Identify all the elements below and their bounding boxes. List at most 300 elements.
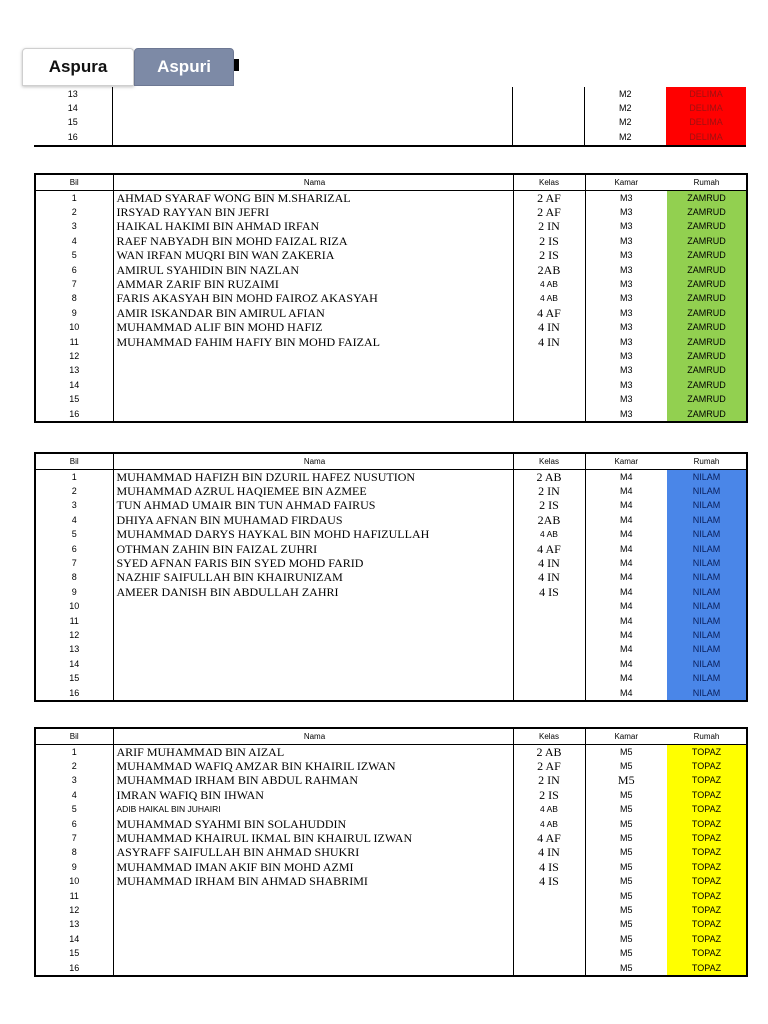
cell-nama — [113, 961, 513, 976]
cell-nama — [113, 946, 513, 960]
cell-kamar: M3 — [585, 364, 667, 378]
table-row — [35, 191, 747, 206]
cell-rumah: NILAM — [667, 600, 747, 614]
cell-kamar: M5 — [585, 932, 667, 946]
cell-kelas: 2 IS — [513, 249, 585, 263]
cell-rumah: NILAM — [667, 657, 747, 671]
cell-kelas: 4 AF — [513, 306, 585, 320]
cell-bil: 9 — [71, 307, 77, 318]
cell-kamar: M3 — [585, 234, 667, 248]
cell-kelas — [513, 889, 585, 903]
cell-nama — [112, 116, 512, 130]
cell-bil: 3 — [71, 500, 77, 511]
cell-kelas: 2 IN — [513, 220, 585, 234]
cell-kamar: M3 — [585, 191, 667, 206]
table-row — [35, 671, 747, 685]
cell-kelas: 4 IS — [513, 585, 585, 599]
cell-kamar: M5 — [585, 918, 667, 932]
cell-bil: 13 — [69, 365, 80, 376]
cell-kamar: M3 — [585, 407, 667, 422]
cell-bil: 15 — [69, 394, 80, 405]
cell-kamar: M3 — [585, 392, 667, 406]
table-row — [34, 130, 746, 145]
cell-rumah: TOPAZ — [667, 846, 747, 860]
cell-nama: DHIYA AFNAN BIN MUHAMAD FIRDAUS — [113, 513, 513, 527]
cell-kelas — [513, 643, 585, 657]
table-row — [35, 875, 747, 889]
table-header-row — [35, 453, 747, 470]
cell-kelas — [513, 349, 585, 363]
cell-rumah: TOPAZ — [667, 918, 747, 932]
cell-bil: 12 — [69, 904, 80, 915]
table-row — [35, 846, 747, 860]
cell-rumah: ZAMRUD — [667, 392, 747, 406]
table-row — [35, 263, 747, 277]
table-row — [35, 306, 747, 320]
cell-kamar: M3 — [585, 220, 667, 234]
cell-bil: 6 — [71, 264, 77, 275]
cell-bil: 12 — [69, 629, 80, 640]
cell-kelas: 4 IN — [513, 321, 585, 335]
table-row — [35, 571, 747, 585]
header-bil: Bil — [35, 728, 113, 745]
cell-nama: SYED AFNAN FARIS BIN SYED MOHD FARID — [113, 556, 513, 570]
table-row — [35, 234, 747, 248]
table-row — [35, 513, 747, 527]
cell-kelas — [513, 918, 585, 932]
cell-kelas — [512, 130, 584, 145]
cell-nama: RAEF NABYADH BIN MOHD FAIZAL RIZA — [113, 234, 513, 248]
cell-kelas: 2 AF — [513, 191, 585, 206]
cell-kamar: M5 — [585, 889, 667, 903]
table-row — [35, 745, 747, 760]
cell-bil: 5 — [71, 250, 77, 261]
cell-bil: 16 — [69, 687, 80, 698]
header-nama: Nama — [113, 453, 513, 470]
cell-kelas: 4 AB — [513, 528, 585, 542]
cell-nama: MUHAMMAD IRHAM BIN AHMAD SHABRIMI — [113, 875, 513, 889]
cell-bil: 7 — [71, 279, 77, 290]
cell-kamar: M3 — [585, 263, 667, 277]
room-table-m5 — [34, 727, 748, 977]
cell-nama: ADIB HAIKAL BIN JUHAIRI — [113, 803, 513, 817]
cell-kamar: M5 — [585, 774, 667, 788]
cell-nama: IRSYAD RAYYAN BIN JEFRI — [113, 205, 513, 219]
cell-nama — [113, 671, 513, 685]
header-rumah: Rumah — [667, 453, 747, 470]
cell-kamar: M5 — [585, 946, 667, 960]
cell-kamar: M2 — [584, 101, 666, 115]
cell-rumah: DELIMA — [666, 87, 746, 101]
cell-bil: 15 — [67, 117, 78, 128]
cell-bil: 9 — [71, 586, 77, 597]
cell-rumah: NILAM — [667, 571, 747, 585]
cell-kelas: 4 AB — [513, 817, 585, 831]
table-row — [35, 903, 747, 917]
cell-rumah: ZAMRUD — [667, 277, 747, 291]
cell-kamar: M4 — [585, 499, 667, 513]
cell-rumah: ZAMRUD — [667, 292, 747, 306]
sheet-tabs — [22, 48, 234, 86]
table-row — [35, 205, 747, 219]
header-kamar: Kamar — [585, 174, 667, 191]
cell-kamar: M5 — [585, 860, 667, 874]
cell-kamar: M4 — [585, 600, 667, 614]
cell-rumah: ZAMRUD — [667, 249, 747, 263]
cell-rumah: ZAMRUD — [667, 306, 747, 320]
cell-rumah: ZAMRUD — [667, 321, 747, 335]
cell-kamar: M3 — [585, 292, 667, 306]
cell-kamar: M3 — [585, 249, 667, 263]
cell-nama — [112, 101, 512, 115]
cell-rumah: NILAM — [667, 499, 747, 513]
cell-kelas — [513, 392, 585, 406]
cell-bil: 4 — [71, 789, 77, 800]
table-row — [35, 470, 747, 485]
cell-rumah: ZAMRUD — [667, 220, 747, 234]
cell-bil: 13 — [69, 644, 80, 655]
cell-rumah: NILAM — [667, 614, 747, 628]
cell-nama — [113, 686, 513, 701]
cell-kamar: M5 — [585, 846, 667, 860]
cell-rumah: NILAM — [667, 671, 747, 685]
cell-kelas: 4 IN — [513, 846, 585, 860]
cell-kamar: M5 — [585, 803, 667, 817]
table-row — [35, 499, 747, 513]
cell-bil: 7 — [71, 833, 77, 844]
cell-nama — [113, 628, 513, 642]
cell-bil: 1 — [71, 746, 77, 757]
cell-nama: OTHMAN ZAHIN BIN FAIZAL ZUHRI — [113, 542, 513, 556]
cell-nama: MUHAMMAD IRHAM BIN ABDUL RAHMAN — [113, 774, 513, 788]
table-row — [34, 116, 746, 130]
cell-nama: AMMAR ZARIF BIN RUZAIMI — [113, 277, 513, 291]
cell-bil: 3 — [71, 775, 77, 786]
cell-rumah: ZAMRUD — [667, 349, 747, 363]
cell-rumah: DELIMA — [666, 116, 746, 130]
cell-kamar: M4 — [585, 484, 667, 498]
cell-rumah: NILAM — [667, 628, 747, 642]
cell-kelas: 2 AF — [513, 759, 585, 773]
cell-nama: ASYRAFF SAIFULLAH BIN AHMAD SHUKRI — [113, 846, 513, 860]
cell-nama: MUHAMMAD WAFIQ AMZAR BIN KHAIRIL IZWAN — [113, 759, 513, 773]
cell-rumah: TOPAZ — [667, 831, 747, 845]
cell-nama — [113, 600, 513, 614]
cell-nama: IMRAN WAFIQ BIN IHWAN — [113, 788, 513, 802]
cell-nama: AMIR ISKANDAR BIN AMIRUL AFIAN — [113, 306, 513, 320]
cell-kelas — [513, 614, 585, 628]
cell-nama: WAN IRFAN MUQRI BIN WAN ZAKERIA — [113, 249, 513, 263]
cell-rumah: TOPAZ — [667, 817, 747, 831]
table-row — [35, 392, 747, 406]
header-kamar: Kamar — [585, 453, 667, 470]
cell-kamar: M3 — [585, 378, 667, 392]
cell-bil: 1 — [71, 192, 77, 203]
cell-rumah: NILAM — [667, 528, 747, 542]
cell-kamar: M5 — [585, 817, 667, 831]
table-row — [35, 292, 747, 306]
table-row — [35, 831, 747, 845]
header-bil: Bil — [35, 174, 113, 191]
cell-kamar: M3 — [585, 277, 667, 291]
table-header-row — [35, 174, 747, 191]
table-row — [35, 600, 747, 614]
cell-bil: 14 — [69, 379, 80, 390]
cell-kamar: M4 — [585, 470, 667, 485]
cell-bil: 14 — [67, 103, 78, 114]
table-row — [35, 657, 747, 671]
cell-kamar: M4 — [585, 614, 667, 628]
cell-rumah: TOPAZ — [667, 788, 747, 802]
cell-nama: NAZHIF SAIFULLAH BIN KHAIRUNIZAM — [113, 571, 513, 585]
cell-kamar: M4 — [585, 657, 667, 671]
cell-kelas: 2 AB — [513, 745, 585, 760]
cell-bil: 16 — [69, 962, 80, 973]
cell-nama: MUHAMMAD AZRUL HAQIEMEE BIN AZMEE — [113, 484, 513, 498]
cell-kamar: M5 — [585, 961, 667, 976]
cell-nama — [113, 903, 513, 917]
table-row — [34, 101, 746, 115]
cell-nama: MUHAMMAD FAHIM HAFIY BIN MOHD FAIZAL — [113, 335, 513, 349]
cell-bil: 16 — [67, 131, 78, 142]
cell-kelas: 2AB — [513, 513, 585, 527]
cell-kamar: M3 — [585, 321, 667, 335]
cell-rumah: TOPAZ — [667, 875, 747, 889]
cell-nama — [112, 87, 512, 101]
cell-kamar: M2 — [584, 130, 666, 145]
cell-kelas — [512, 116, 584, 130]
cell-kelas — [513, 903, 585, 917]
table-row — [35, 277, 747, 291]
table-row — [35, 932, 747, 946]
cell-rumah: NILAM — [667, 484, 747, 498]
table-row — [35, 484, 747, 498]
cell-kamar: M5 — [585, 831, 667, 845]
cell-nama — [113, 918, 513, 932]
cell-kelas — [513, 407, 585, 422]
cell-nama: FARIS AKASYAH BIN MOHD FAIROZ AKASYAH — [113, 292, 513, 306]
cell-rumah: DELIMA — [666, 130, 746, 145]
cell-rumah: NILAM — [667, 585, 747, 599]
header-kamar: Kamar — [585, 728, 667, 745]
cell-rumah: ZAMRUD — [667, 364, 747, 378]
cell-rumah: ZAMRUD — [667, 205, 747, 219]
cell-rumah: TOPAZ — [667, 961, 747, 976]
cell-nama — [113, 392, 513, 406]
cell-nama — [113, 932, 513, 946]
cell-kelas: 4 IN — [513, 571, 585, 585]
cell-bil: 7 — [71, 558, 77, 569]
cell-rumah: TOPAZ — [667, 759, 747, 773]
cell-kelas: 2 IS — [513, 788, 585, 802]
table-row — [35, 788, 747, 802]
cell-bil: 13 — [69, 919, 80, 930]
header-kelas: Kelas — [513, 728, 585, 745]
header-rumah: Rumah — [667, 174, 747, 191]
cell-bil: 6 — [71, 543, 77, 554]
table-row — [35, 249, 747, 263]
cell-rumah: TOPAZ — [667, 803, 747, 817]
table-row — [35, 542, 747, 556]
cell-nama: MUHAMMAD KHAIRUL IKMAL BIN KHAIRUL IZWAN — [113, 831, 513, 845]
cell-kamar: M4 — [585, 571, 667, 585]
cell-bil: 11 — [69, 615, 79, 626]
cell-bil: 16 — [69, 408, 80, 419]
cell-kelas — [513, 671, 585, 685]
table-row — [35, 220, 747, 234]
room-table-m3 — [34, 173, 748, 423]
cell-kelas: 2 IS — [513, 234, 585, 248]
cell-nama — [113, 643, 513, 657]
cell-bil: 2 — [71, 486, 77, 497]
cell-kelas — [513, 657, 585, 671]
cell-kelas: 2 IN — [513, 774, 585, 788]
cell-bil: 9 — [71, 861, 77, 872]
cell-rumah: DELIMA — [666, 101, 746, 115]
cell-kamar: M3 — [585, 349, 667, 363]
cell-kelas: 4 AB — [513, 803, 585, 817]
table-row — [35, 364, 747, 378]
cell-bil: 1 — [71, 471, 77, 482]
cell-rumah: TOPAZ — [667, 903, 747, 917]
cell-bil: 15 — [69, 673, 80, 684]
cell-nama: MUHAMMAD DARYS HAYKAL BIN MOHD HAFIZULLAH — [113, 528, 513, 542]
cell-kelas: 2 AB — [513, 470, 585, 485]
cell-nama: AHMAD SYARAF WONG BIN M.SHARIZAL — [113, 191, 513, 206]
cell-nama — [113, 349, 513, 363]
cell-rumah: TOPAZ — [667, 745, 747, 760]
table-row — [35, 860, 747, 874]
cell-kamar: M5 — [585, 759, 667, 773]
table-row — [35, 349, 747, 363]
cell-bil: 10 — [69, 322, 80, 333]
cell-kelas — [513, 946, 585, 960]
header-nama: Nama — [113, 174, 513, 191]
cell-bil: 4 — [71, 514, 77, 525]
cell-rumah: TOPAZ — [667, 932, 747, 946]
cell-kelas — [513, 961, 585, 976]
table-row — [35, 946, 747, 960]
cell-bil: 2 — [71, 761, 77, 772]
cell-bil: 10 — [69, 601, 80, 612]
header-nama: Nama — [113, 728, 513, 745]
header-kelas: Kelas — [513, 174, 585, 191]
cell-rumah: ZAMRUD — [667, 378, 747, 392]
cell-rumah: NILAM — [667, 513, 747, 527]
cell-kelas: 4 AF — [513, 831, 585, 845]
cell-bil: 4 — [71, 235, 77, 246]
cell-rumah: ZAMRUD — [667, 263, 747, 277]
cell-kelas — [513, 628, 585, 642]
cell-kamar: M5 — [585, 788, 667, 802]
cell-bil: 11 — [69, 336, 79, 347]
cell-kelas — [513, 364, 585, 378]
tab-aspura[interactable]: Aspura — [22, 48, 134, 86]
room-table-m4 — [34, 452, 748, 702]
cell-nama: HAIKAL HAKIMI BIN AHMAD IRFAN — [113, 220, 513, 234]
cell-kamar: M4 — [585, 671, 667, 685]
table-row — [34, 87, 746, 101]
table-row — [35, 643, 747, 657]
cell-bil: 8 — [71, 572, 77, 583]
cell-kelas — [512, 87, 584, 101]
cell-kelas: 2 AF — [513, 205, 585, 219]
cell-bil: 14 — [69, 933, 80, 944]
cell-nama: MUHAMMAD SYAHMI BIN SOLAHUDDIN — [113, 817, 513, 831]
cell-nama — [113, 364, 513, 378]
cell-nama: MUHAMMAD ALIF BIN MOHD HAFIZ — [113, 321, 513, 335]
table-row — [35, 378, 747, 392]
cell-kelas — [513, 600, 585, 614]
cell-kamar: M4 — [585, 628, 667, 642]
cell-kelas — [513, 932, 585, 946]
cell-nama: MUHAMMAD HAFIZH BIN DZURIL HAFEZ NUSUTION — [113, 470, 513, 485]
table-row — [35, 961, 747, 976]
table-row — [35, 585, 747, 599]
cell-bil: 10 — [69, 876, 80, 887]
cell-bil: 8 — [71, 847, 77, 858]
cell-kelas: 4 IN — [513, 556, 585, 570]
cell-kamar: M2 — [584, 116, 666, 130]
cell-kelas: 2AB — [513, 263, 585, 277]
cell-rumah: TOPAZ — [667, 889, 747, 903]
cell-rumah: ZAMRUD — [667, 234, 747, 248]
cell-nama — [113, 889, 513, 903]
cell-kamar: M3 — [585, 306, 667, 320]
cell-rumah: NILAM — [667, 542, 747, 556]
cell-bil: 3 — [71, 221, 77, 232]
cell-nama: AMIRUL SYAHIDIN BIN NAZLAN — [113, 263, 513, 277]
cell-bil: 15 — [69, 948, 80, 959]
cell-bil: 6 — [71, 818, 77, 829]
cell-bil: 11 — [69, 890, 79, 901]
cell-kelas: 4 IS — [513, 875, 585, 889]
cell-nama: TUN AHMAD UMAIR BIN TUN AHMAD FAIRUS — [113, 499, 513, 513]
cell-kamar: M5 — [585, 903, 667, 917]
tab-aspuri[interactable]: Aspuri — [134, 48, 234, 86]
table-row — [35, 817, 747, 831]
cell-kamar: M5 — [585, 745, 667, 760]
cell-rumah: NILAM — [667, 643, 747, 657]
table-row — [35, 556, 747, 570]
table-row — [35, 528, 747, 542]
cell-rumah: ZAMRUD — [667, 335, 747, 349]
cell-rumah: NILAM — [667, 470, 747, 485]
table-row — [35, 686, 747, 701]
cell-bil: 12 — [69, 350, 80, 361]
cell-kelas: 4 AF — [513, 542, 585, 556]
cell-nama — [113, 378, 513, 392]
cell-kelas — [513, 378, 585, 392]
table-row — [35, 628, 747, 642]
cell-kamar: M4 — [585, 528, 667, 542]
cell-bil: 2 — [71, 207, 77, 218]
cell-rumah: NILAM — [667, 686, 747, 701]
cell-rumah: NILAM — [667, 556, 747, 570]
room-table-m2-fragment — [34, 87, 746, 147]
table-row — [35, 803, 747, 817]
cell-rumah: ZAMRUD — [667, 407, 747, 422]
cell-kelas — [513, 686, 585, 701]
cell-kelas: 4 AB — [513, 277, 585, 291]
header-bil: Bil — [35, 453, 113, 470]
cell-kamar: M4 — [585, 585, 667, 599]
cell-kelas: 2 IN — [513, 484, 585, 498]
cell-kamar: M4 — [585, 686, 667, 701]
table-row — [35, 321, 747, 335]
cell-kamar: M2 — [584, 87, 666, 101]
cell-nama — [113, 657, 513, 671]
